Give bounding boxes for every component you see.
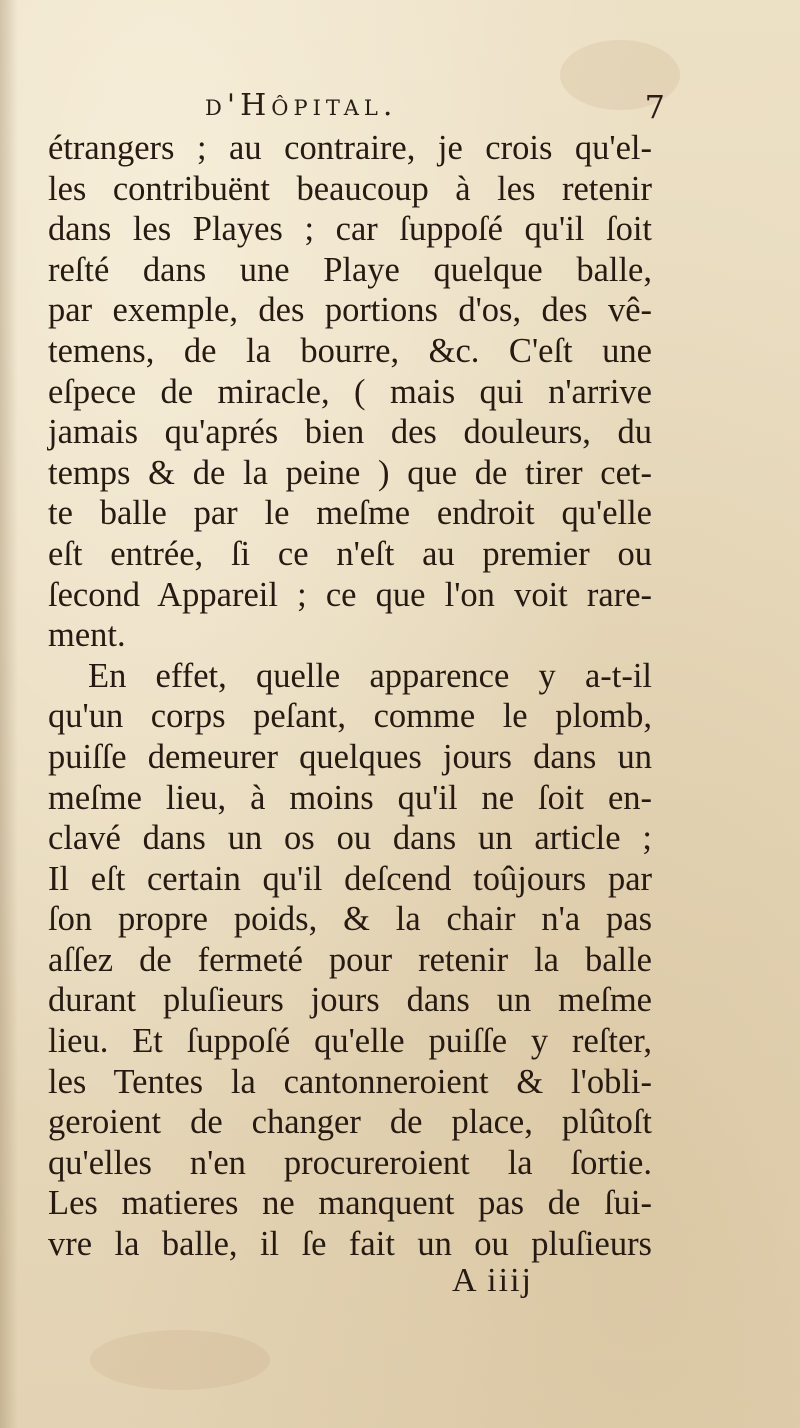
text-line: Les matieres ne manquent pas de ſui-	[48, 1184, 652, 1223]
text-line: ſon propre poids, & la chair n'a pas	[48, 900, 652, 939]
text-line: les Tentes la cantonneroient & l'obli-	[48, 1062, 652, 1101]
text-line: qu'elles n'en procureroient la ſortie.	[48, 1143, 652, 1182]
paper-stain	[90, 1330, 270, 1390]
text-line: eſpece de miracle, ( mais qui n'arrive	[48, 372, 652, 411]
text-line: temens, de la bourre, &c. C'eſt une	[48, 331, 652, 370]
text-line: les contribuënt beaucoup à les retenir	[48, 169, 652, 208]
text-line: qu'un corps peſant, comme le plomb,	[48, 697, 652, 736]
page-number: 7	[644, 88, 665, 126]
text-line: temps & de la peine ) que de tirer cet-	[48, 453, 652, 492]
body-text	[48, 128, 652, 1265]
text-line: ment.	[48, 616, 126, 655]
running-head-title: d'Hôpital.	[205, 88, 398, 123]
signature-mark: A iiij	[452, 1262, 533, 1299]
text-line: jamais qu'aprés bien des douleurs, du	[48, 413, 652, 452]
text-line: par exemple, des portions d'os, des vê-	[48, 291, 652, 330]
text-line: geroient de changer de place, plûtoſt	[48, 1103, 652, 1142]
text-line: aſſez de fermeté pour retenir la balle	[48, 940, 652, 979]
text-line: Il eſt certain qu'il deſcend toûjours par	[48, 859, 652, 898]
text-line: étrangers ; au contraire, je crois qu'el-	[48, 129, 652, 167]
text-line: lieu. Et ſuppoſé qu'elle puiſſe y reſter,	[48, 1022, 652, 1061]
text-line: durant pluſieurs jours dans un meſme	[48, 981, 652, 1020]
text-line: reſté dans une Playe quelque balle,	[48, 250, 652, 289]
text-line: dans les Playes ; car ſuppoſé qu'il ſoit	[48, 210, 652, 249]
text-line: clavé dans un os ou dans un article ;	[48, 819, 652, 858]
page-edge-shadow	[0, 0, 18, 1428]
text-line: te balle par le meſme endroit qu'elle	[48, 494, 652, 533]
text-line: vre la balle, il ſe fait un ou pluſieurs	[48, 1225, 652, 1264]
text-line: meſme lieu, à moins qu'il ne ſoit en-	[48, 778, 652, 817]
text-line: eſt entrée, ſi ce n'eſt au premier ou	[48, 534, 652, 573]
text-line: En effet, quelle apparence y a-t-il	[88, 656, 652, 695]
text-line: ſecond Appareil ; ce que l'on voit rare-	[48, 575, 652, 614]
text-line: puiſſe demeurer quelques jours dans un	[48, 737, 652, 776]
